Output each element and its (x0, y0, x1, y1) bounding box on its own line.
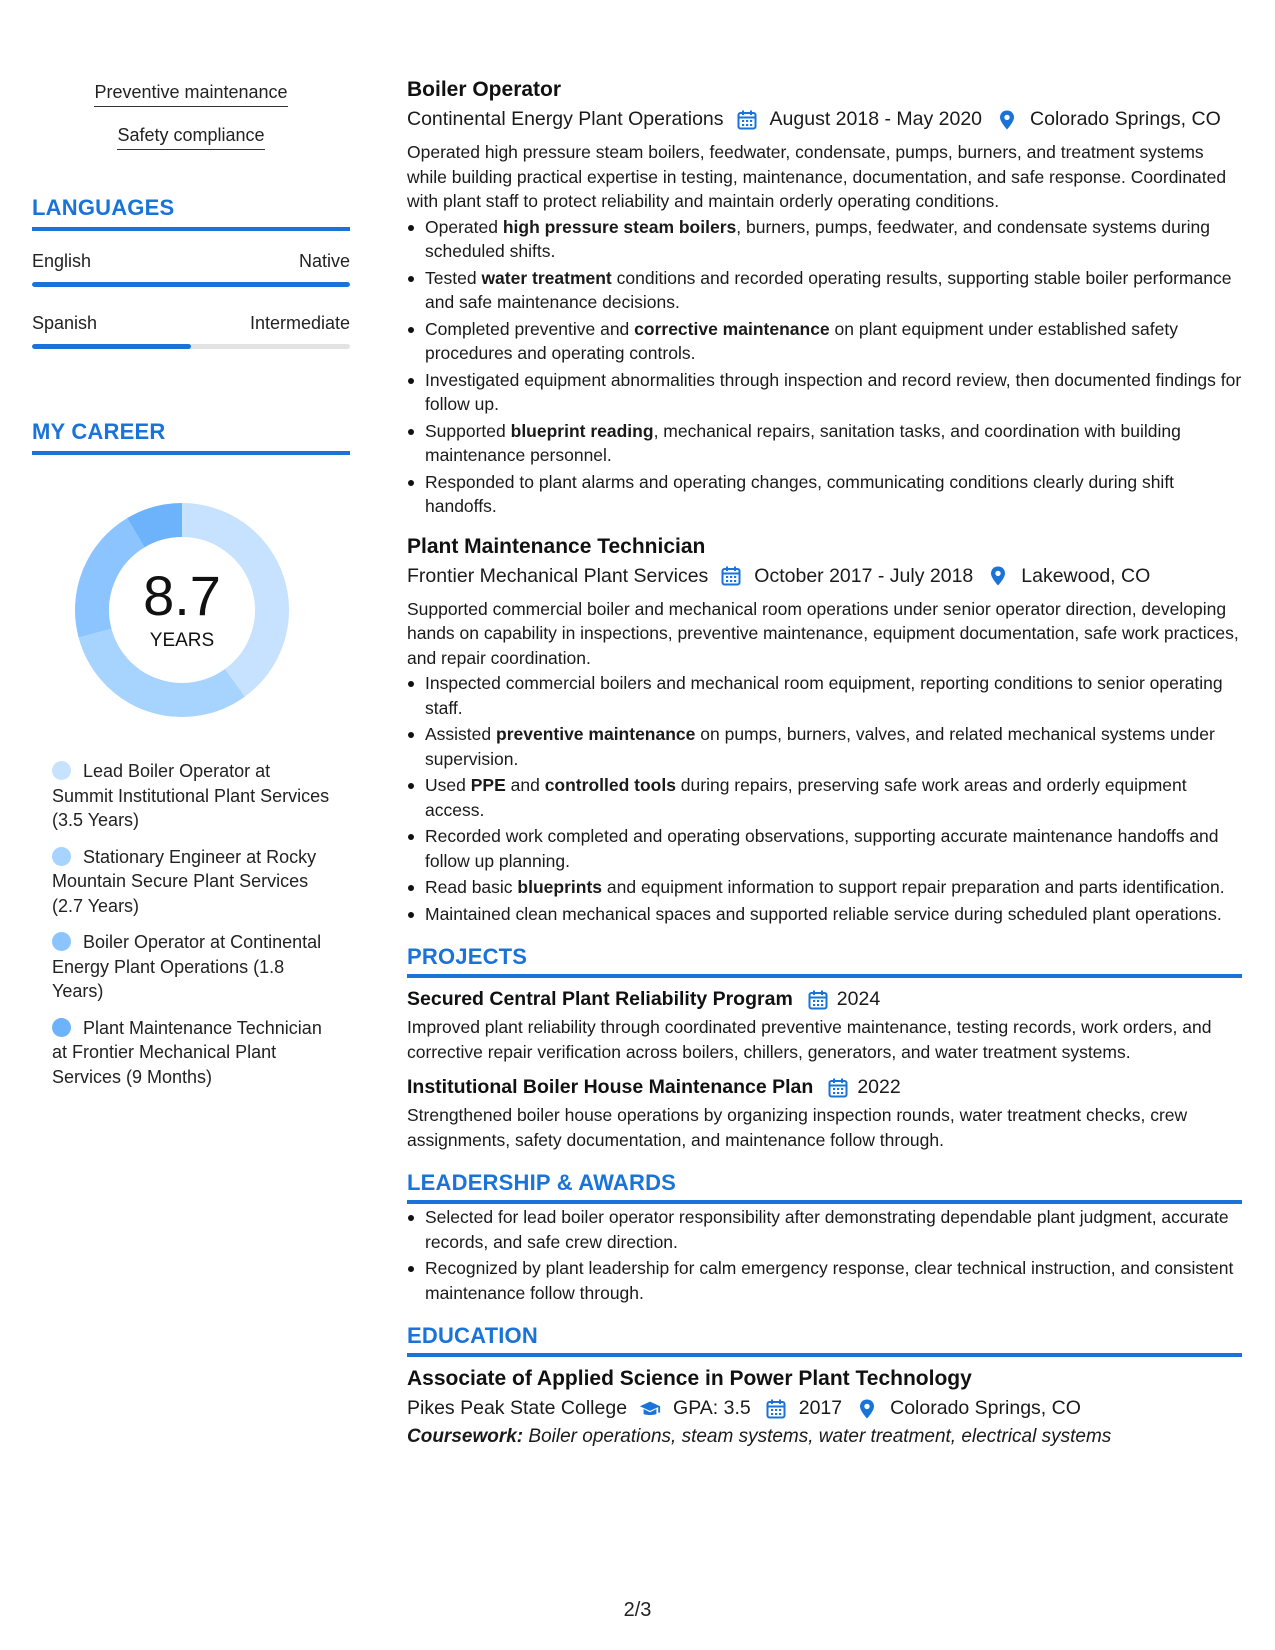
coursework (407, 1426, 1242, 1448)
job-bullets (407, 671, 1242, 926)
calendar-icon (765, 1398, 787, 1420)
job-title: Plant Maintenance Technician (407, 534, 706, 558)
job-meta (407, 565, 1242, 588)
career-legend (52, 759, 332, 1089)
bullet-text: Completed preventive and (425, 318, 635, 339)
page-number: 2/3 (623, 1599, 652, 1621)
job-summary: Operated high pressure steam boilers, feedwater, condensate, pumps, burners, and treatment systems while building practical expertise in testing, maintenance, documentation, and safe response. Coordinated with plant staff to protect reliability and maintain orderly operating conditions. (407, 142, 1227, 211)
company-name: Frontier Mechanical Plant Services (407, 564, 709, 587)
calendar-icon (827, 1077, 849, 1099)
bullet-text: , mechanical repairs, sanitation tasks, and coordination with building maintenance personnel. (425, 420, 1181, 465)
map-pin-icon (987, 565, 1009, 587)
project-description: Improved plant reliability through coordinated preventive maintenance, testing records, work orders, and corrective repair verification across boilers, chillers, generators, and water treatment systems. (407, 1017, 1212, 1062)
job-summary: Supported commercial boiler and mechanical room operations under senior operator direction, developing hands on capability in inspections, preventive maintenance, equipment documentation, safe work practices, and repair coordination. (407, 598, 1239, 668)
career-total-unit: YEARS (149, 630, 215, 651)
school-location: Colorado Springs, CO (890, 1397, 1081, 1419)
bullet-item (407, 722, 1242, 771)
bullet-text: Responded to plant alarms and operating changes, communicating conditions clearly during shift handoffs. (425, 471, 1175, 516)
bullet-keyword: blueprint reading (510, 420, 654, 441)
career-legend-label: Boiler Operator at Continental Energy Plant Operations (1.8 Years) (52, 932, 322, 1001)
bullet-text: and (505, 775, 545, 795)
degree-title: Associate of Applied Science in Power Plant Technology (407, 1367, 972, 1390)
bullet-keyword: controlled tools (544, 775, 676, 795)
languages-heading: LANGUAGES (32, 195, 350, 231)
graduation-year: 2017 (798, 1397, 843, 1419)
language-name: English (32, 251, 92, 271)
bullet-text: Tested (425, 267, 482, 288)
education-heading: EDUCATION (407, 1323, 1242, 1357)
map-pin-icon (856, 1398, 878, 1420)
bullet-keyword: corrective maintenance (634, 318, 830, 339)
bullet-text: Investigated equipment abnormalities through inspection and record review, then documented findings for follow up. (425, 369, 1242, 414)
left-column (32, 82, 350, 1101)
job-bullets (407, 215, 1242, 519)
bullet-item (407, 419, 1242, 468)
skill-tag: Preventive maintenance (94, 82, 287, 107)
language-name: Spanish (32, 313, 98, 333)
bullet-keyword: PPE (470, 775, 506, 795)
career-donut-chart (67, 495, 297, 725)
bullet-item (407, 773, 1242, 822)
job-dates: August 2018 - May 2020 (769, 108, 983, 130)
project-name: Secured Central Plant Reliability Program (407, 988, 793, 1010)
language-proficiency-fill (32, 282, 350, 287)
bullet-item (407, 902, 1242, 927)
bullet-text: Inspected commercial boilers and mechanical room equipment, reporting conditions to senior operating staff. (425, 673, 1223, 718)
career-legend-label: Lead Boiler Operator at Summit Institutional Plant Services (3.5 Years) (52, 761, 330, 830)
bullet-item (407, 368, 1242, 417)
project-entry (407, 1076, 1242, 1152)
bullet-text: conditions and recorded operating results, supporting stable boiler performance and safe maintenance decisions. (425, 267, 1232, 312)
leadership-list (407, 1205, 1242, 1305)
language-level: Intermediate (249, 313, 350, 333)
bullet-text: during repairs, preserving safe work areas and orderly equipment access. (425, 775, 1187, 820)
bullet-text: Recorded work completed and operating observations, supporting accurate maintenance handoffs and follow up planning. (425, 826, 1219, 871)
job-title: Boiler Operator (407, 78, 562, 101)
leadership-item: Recognized by plant leadership for calm emergency response, clear technical instruction, and consistent maintenance follow through. (407, 1256, 1242, 1305)
career-total-value: 8.7 (143, 564, 221, 627)
bullet-text: , burners, pumps, feedwater, and condensate systems during scheduled shifts. (425, 216, 1210, 261)
projects-heading: PROJECTS (407, 944, 1242, 978)
job-entry (407, 78, 1242, 519)
bullet-item (407, 875, 1242, 900)
project-year: 2024 (836, 988, 881, 1010)
bullet-item (407, 266, 1242, 315)
leadership-heading: LEADERSHIP & AWARDS (407, 1170, 1242, 1204)
bullet-keyword: blueprints (517, 877, 603, 897)
language-spanish (32, 313, 350, 349)
bullet-text: and equipment information to support repair preparation and parts identification. (602, 877, 1225, 897)
job-entry (407, 535, 1242, 927)
calendar-icon (736, 109, 758, 131)
career-heading: MY CAREER (32, 419, 350, 455)
bullet-text: Assisted (425, 724, 496, 744)
career-legend-label: Stationary Engineer at Rocky Mountain Secure Plant Services (2.7 Years) (52, 846, 317, 916)
skills-list (32, 82, 350, 150)
leadership-item: Selected for lead boiler operator responsibility after demonstrating dependable plant judgment, accurate records, and safe crew direction. (407, 1205, 1242, 1254)
bullet-item (407, 215, 1242, 264)
project-description: Strengthened boiler house operations by organizing inspection rounds, water treatment checks, crew assignments, safety documentation, and maintenance follow through. (407, 1105, 1188, 1150)
coursework-label: Coursework: (407, 1426, 524, 1447)
career-legend-item (52, 1016, 332, 1090)
career-legend-label: Plant Maintenance Technician at Frontier Mechanical Plant Services (9 Months) (52, 1017, 322, 1087)
bullet-keyword: water treatment (481, 267, 612, 288)
career-legend-item (52, 759, 332, 833)
job-meta (407, 108, 1242, 131)
language-proficiency-bar (32, 282, 350, 287)
graduation-cap-icon (639, 1398, 661, 1420)
bullet-item (407, 317, 1242, 366)
bullet-keyword: preventive maintenance (496, 724, 696, 744)
coursework-text: Boiler operations, steam systems, water treatment, electrical systems (528, 1426, 1112, 1447)
education-meta (407, 1397, 1242, 1420)
calendar-icon (807, 989, 829, 1011)
bullet-text: on plant equipment under established safety procedures and operating controls. (425, 318, 1178, 363)
bullet-text: Operated (425, 216, 503, 237)
career-legend-item (52, 930, 332, 1004)
bullet-text: Maintained clean mechanical spaces and supported reliable service during scheduled plant operations. (425, 903, 1222, 924)
bullet-text: Used (425, 775, 471, 795)
language-proficiency-fill (32, 344, 191, 349)
gpa: GPA: 3.5 (673, 1397, 751, 1419)
legend-dot-icon (52, 761, 71, 780)
bullet-item (407, 671, 1242, 720)
right-column (407, 78, 1242, 1448)
experience-list (407, 78, 1242, 926)
job-location: Colorado Springs, CO (1030, 108, 1221, 130)
calendar-icon (720, 565, 742, 587)
map-pin-icon (996, 109, 1018, 131)
job-location: Lakewood, CO (1021, 564, 1151, 587)
bullet-keyword: high pressure steam boilers (502, 216, 737, 237)
language-level: Native (298, 251, 350, 271)
school-name: Pikes Peak State College (407, 1397, 628, 1419)
legend-dot-icon (52, 932, 71, 951)
projects-list (407, 988, 1242, 1152)
language-english (32, 251, 350, 287)
project-entry (407, 988, 1242, 1064)
job-dates: October 2017 - July 2018 (754, 564, 974, 587)
bullet-text: on pumps, burners, valves, and related mechanical systems under supervision. (425, 724, 1215, 769)
legend-dot-icon (52, 847, 71, 866)
bullet-text: Supported (425, 420, 511, 441)
skill-tag: Safety compliance (117, 125, 264, 150)
project-year: 2022 (857, 1076, 901, 1098)
bullet-item (407, 470, 1242, 519)
legend-dot-icon (52, 1018, 71, 1037)
company-name: Continental Energy Plant Operations (407, 108, 724, 130)
project-name: Institutional Boiler House Maintenance Plan (407, 1076, 814, 1098)
bullet-item (407, 824, 1242, 873)
bullet-text: Read basic (425, 877, 518, 897)
language-proficiency-bar (32, 344, 350, 349)
career-legend-item (52, 845, 332, 919)
